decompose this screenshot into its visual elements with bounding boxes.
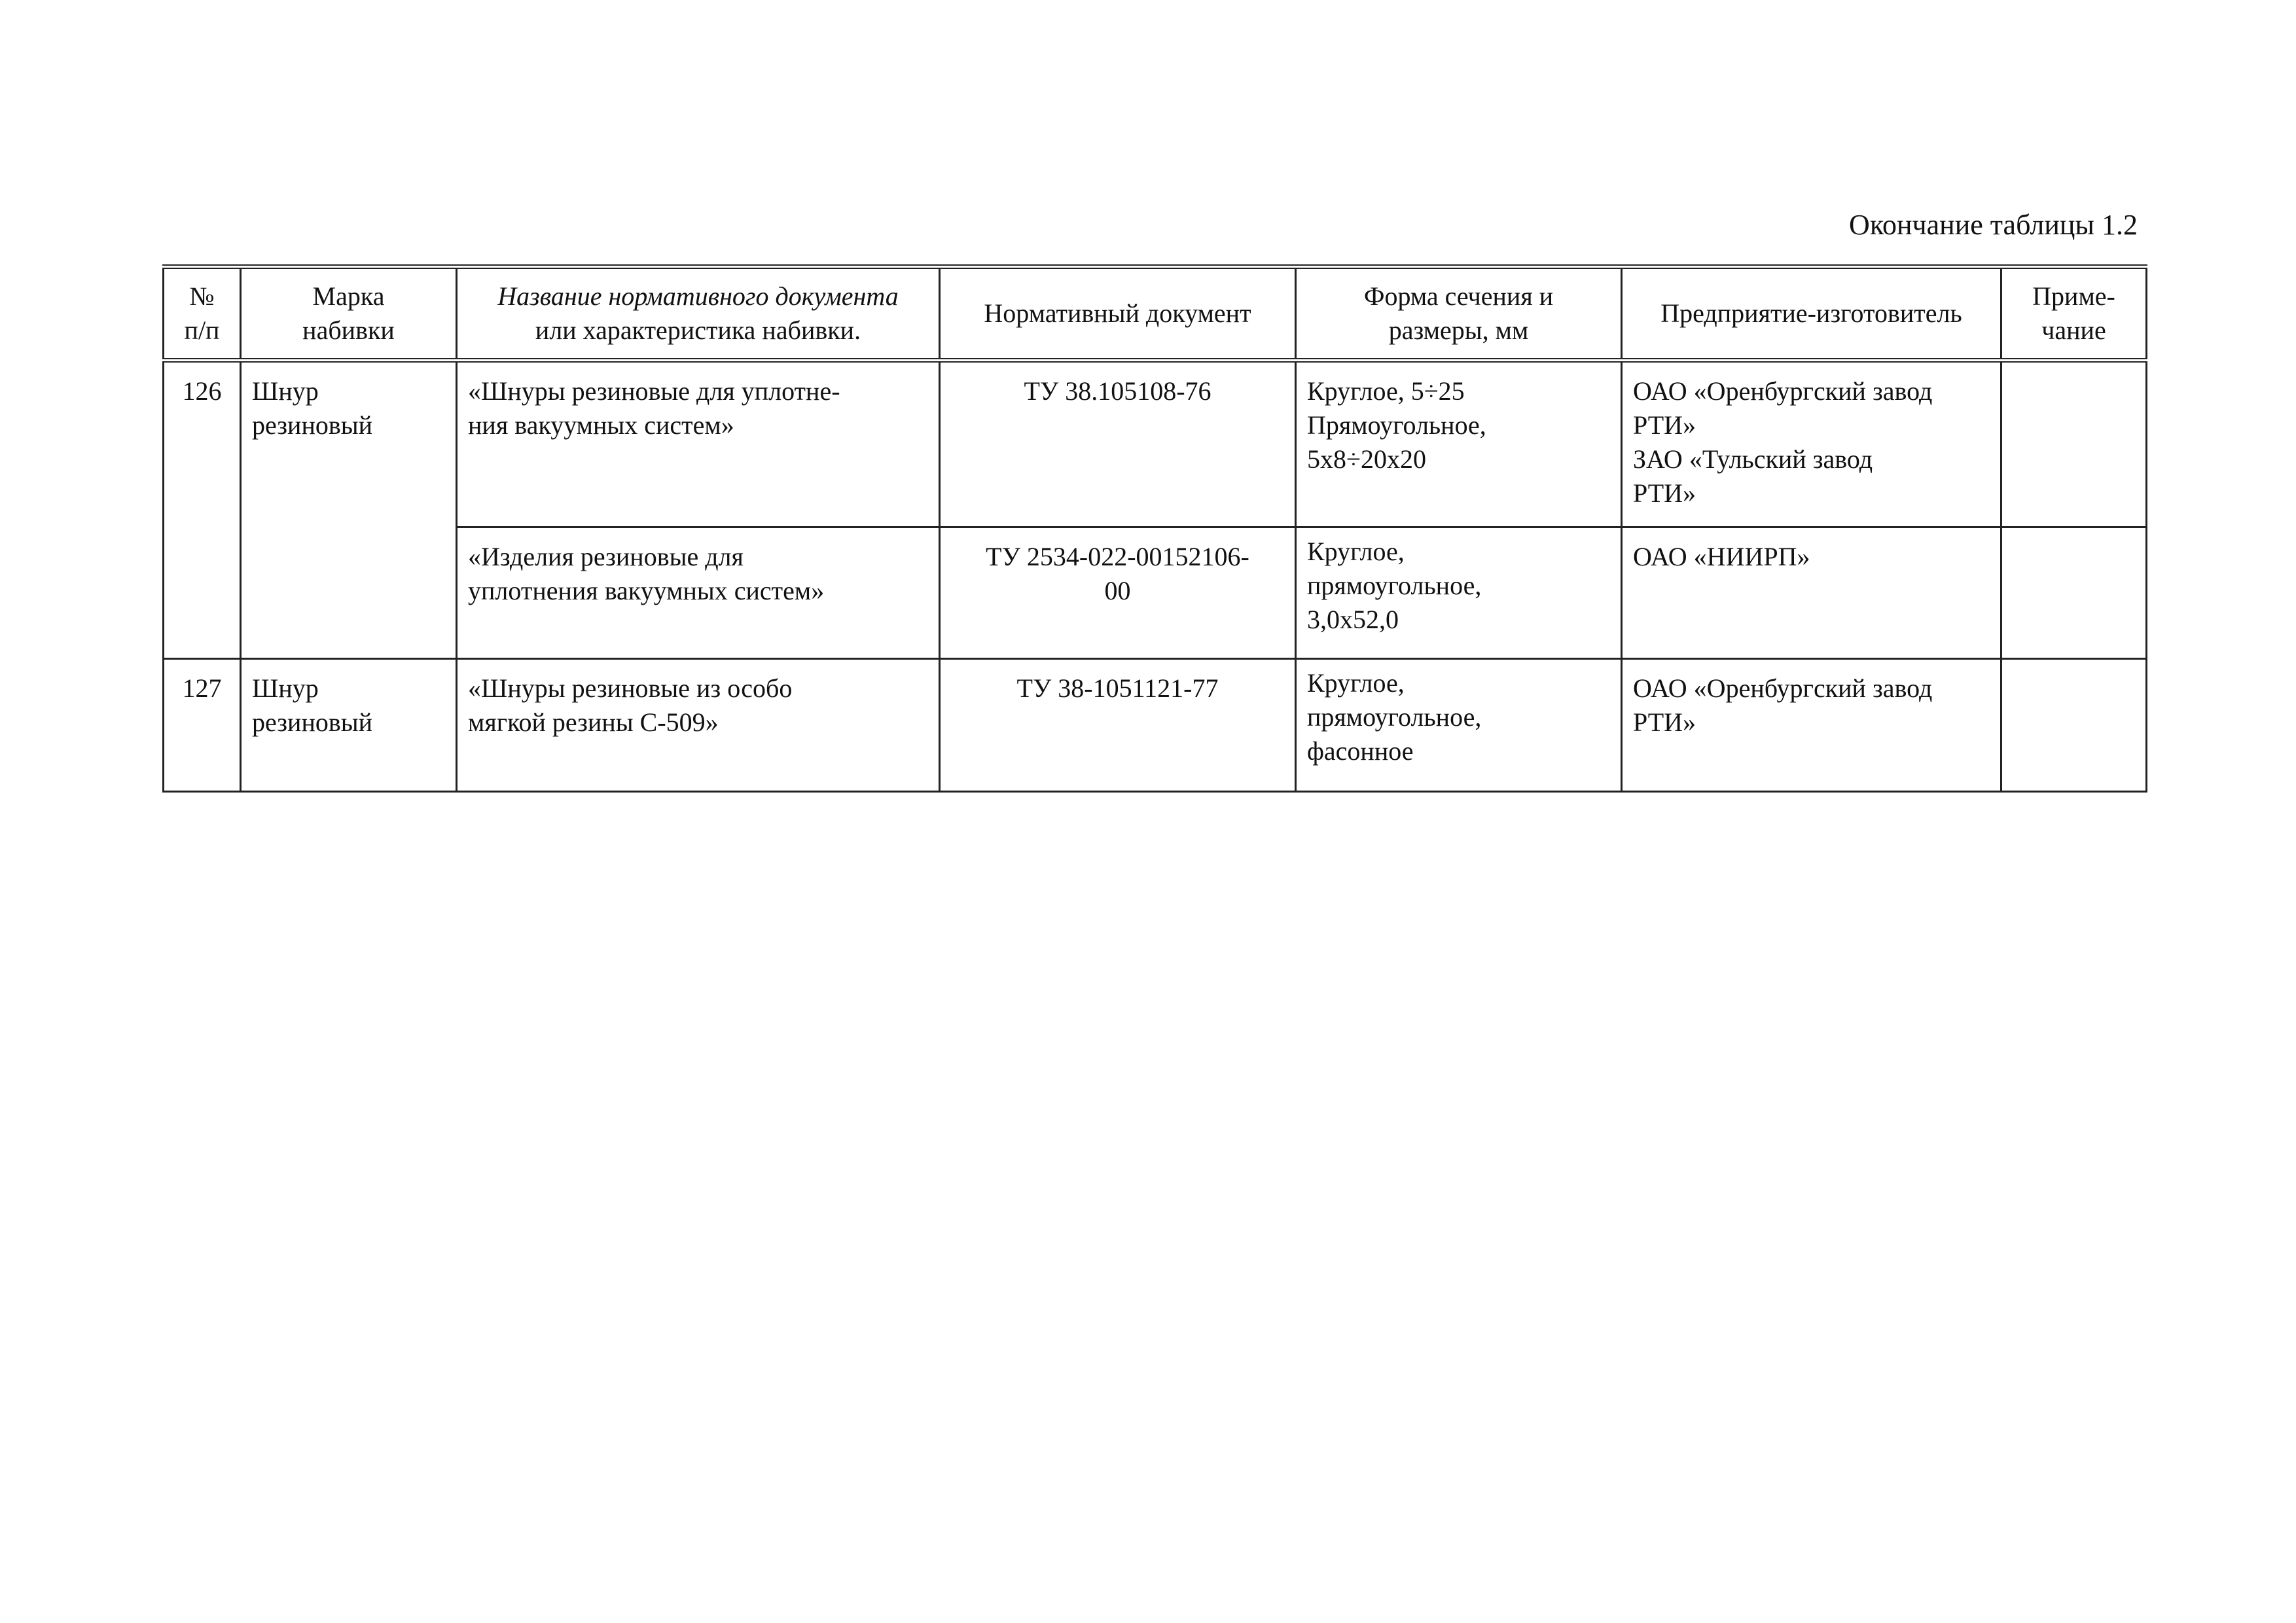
normative-document: ТУ 38.105108-76 [940,361,1296,527]
manufacturer: ОАО «НИИРП» [1622,527,2001,659]
packing-mark: Шнур резиновый [241,659,457,792]
normative-document: ТУ 2534-022-00152106- 00 [940,527,1296,659]
table-body [164,361,2147,792]
table-header [164,267,2147,361]
header-name: Название нормативного документа или характеристика набивки. [457,267,940,361]
packing-table [162,264,2147,793]
normative-document: ТУ 38-1051121-77 [940,659,1296,792]
row-number: 127 [164,659,241,792]
table-row [164,361,2147,527]
header-no: № п/п [164,267,241,361]
header-mark: Марка набивки [241,267,457,361]
section-shape: Круглое, 5÷25 Прямоугольное, 5х8÷20х20 [1296,361,1622,527]
header-row [164,267,2147,361]
section-shape: Круглое, прямоугольное, фасонное [1296,659,1622,792]
table-row [164,527,2147,659]
document-name: «Шнуры резиновые для уплотне- ния вакуумных систем» [457,361,940,527]
header-note: Приме- чание [2001,267,2147,361]
section-shape: Круглое, прямоугольное, 3,0х52,0 [1296,527,1622,659]
header-shape: Форма сечения и размеры, мм [1296,267,1622,361]
table-caption: Окончание таблицы 1.2 [1849,209,2138,241]
note-cell [2001,361,2147,527]
note-cell [2001,659,2147,792]
header-doc: Нормативный документ [940,267,1296,361]
manufacturer: ОАО «Оренбургский завод РТИ» ЗАО «Тульский завод РТИ» [1622,361,2001,527]
packing-mark: Шнур резиновый [241,361,457,659]
row-number: 126 [164,361,241,659]
header-maker: Предприятие-изготовитель [1622,267,2001,361]
note-cell [2001,527,2147,659]
document-name: «Шнуры резиновые из особо мягкой резины С-509» [457,659,940,792]
table-row [164,659,2147,792]
manufacturer: ОАО «Оренбургский завод РТИ» [1622,659,2001,792]
document-name: «Изделия резиновые для уплотнения вакуумных систем» [457,527,940,659]
